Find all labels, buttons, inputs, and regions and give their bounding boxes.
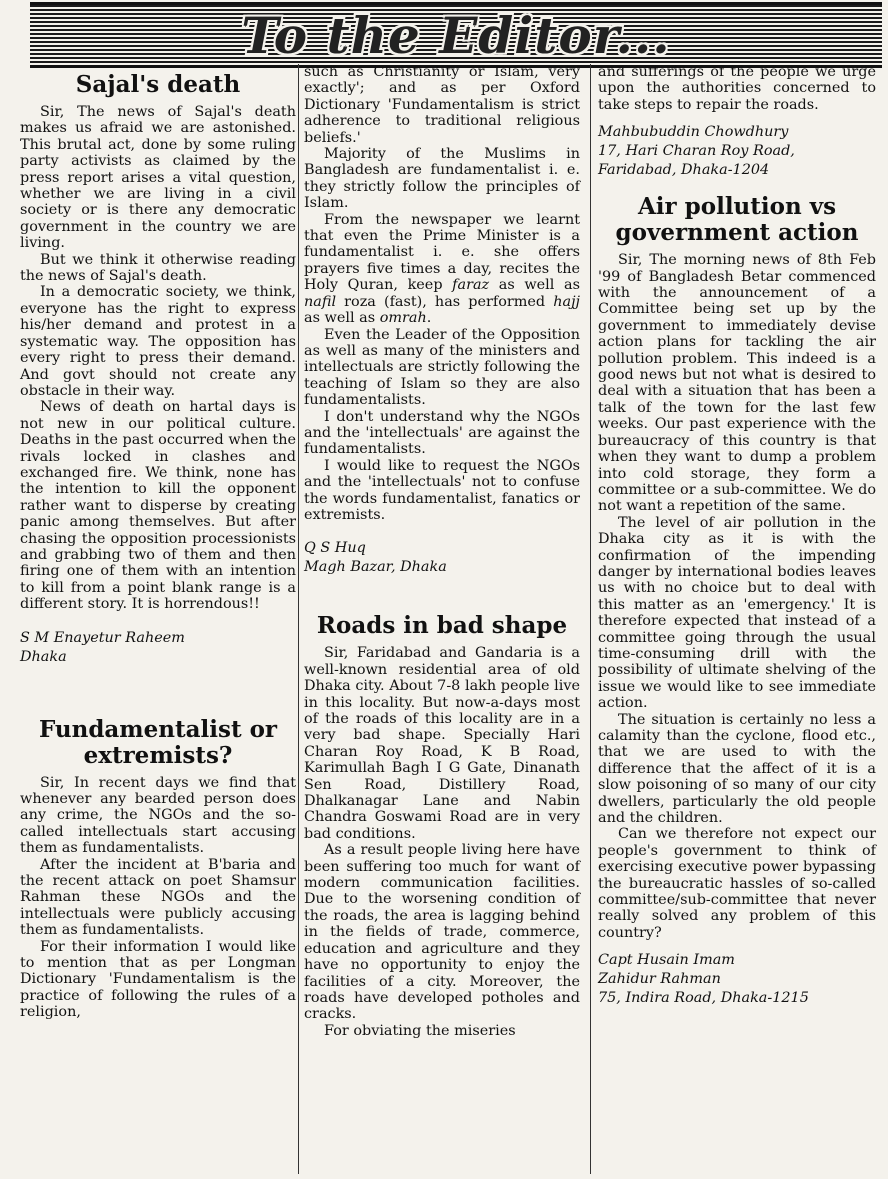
- signature-name: Zahidur Rahman: [598, 971, 721, 988]
- paragraph: For their information I would like to mention that as per Longman Dictionary 'Fundamentalism is the practice of following the rules of a religion,: [20, 938, 296, 1021]
- signature-address: Magh Bazar, Dhaka: [304, 559, 447, 576]
- letter-heading-roads: Roads in bad shape: [316, 612, 568, 640]
- signature-name: Q S Huq: [304, 540, 366, 557]
- paragraph: I don't understand why the NGOs and the 'intellectuals' are against the fundamentalists.: [304, 408, 580, 458]
- letter-heading-air-pollution: Air pollution vs government action: [615, 193, 859, 247]
- letter-heading-sajal: Sajal's death: [75, 71, 241, 98]
- signature-name: Capt Husain Imam: [598, 952, 735, 969]
- masthead-title: To the Editor...: [241, 5, 671, 65]
- paragraph: I would like to request the NGOs and the 'intellectuals' not to confuse the words fundamentalist, fanatics or extremists.: [304, 457, 580, 523]
- paragraph: After the incident at B'baria and the recent attack on poet Shamsur Rahman these NGOs and the intellectuals were publicly accusing them as fundamentalists.: [20, 856, 296, 939]
- signature: [304, 539, 580, 577]
- signature-name: S M Enayetur Raheem: [20, 629, 185, 646]
- paragraph: In a democratic society, we think, everyone has the right to express his/her demand and protest in a systematic way. The opposition has every right to press their demand. And govt should not create any obstacle in their way.: [20, 284, 296, 399]
- masthead-banner: [30, 2, 882, 68]
- signature: [598, 123, 876, 180]
- paragraph: But we think it otherwise reading the news of Sajal's death.: [20, 251, 296, 285]
- signature-address: 75, Indira Road, Dhaka-1215: [598, 990, 809, 1007]
- signature-name: Mahbubuddin Chowdhury: [598, 124, 789, 141]
- paragraph: Sir, Faridabad and Gandaria is a well-known residential area of old Dhaka city. About 7-8 lakh people live in this locality. But now-a-days most of the roads of this locality are in a very bad shape. Specially Hari Charan Roy Road, K B Road, Karimullah Bagh I G Gate, Dinanath Sen Road, Distillery Road, Dhalkanagar Lane and Nabin Chandra Goswami Road are in very bad conditions.: [304, 645, 580, 842]
- column-divider: [590, 64, 591, 1174]
- signature: [598, 951, 876, 1008]
- paragraph: Can we therefore not expect our people's government to think of exercising executive power bypassing the bureaucratic hassles of so-called committee/sub-committee that never really solved any problem of this country?: [598, 826, 876, 941]
- signature: [20, 629, 296, 667]
- letter-heading-fundamentalist: Fundamentalist or extremists?: [38, 715, 278, 769]
- paragraph: Majority of the Muslims in Bangladesh are fundamentalist i. e. they strictly follow the principles of Islam.: [304, 146, 580, 212]
- paragraph: News of death on hartal days is not new in our political culture. Deaths in the past occurred when the rivals locked in clashes and exchanged fire. We think, none has the intention to kill the opponent rather want to disperse by creating panic among themselves. But after chasing the opposition processionists and grabbing two of them and then firing one of them with an intention to kill from a point blank range is a different story. It is horrendous!!: [20, 399, 296, 613]
- signature-address: 17, Hari Charan Roy Road,: [598, 143, 795, 160]
- paragraph: The situation is certainly no less a calamity than the cyclone, flood etc., that we are used to with the difference that the affect of it is a slow poisoning of so many of our city dwellers, particularly the old people and the children.: [598, 711, 876, 827]
- paragraph: From the newspaper we learnt that even the Prime Minister is a fundamentalist i. e. she offers prayers five times a day, recites the Holy Quran, keep faraz as well as nafil roza (fast), has performed hajj as well as omrah.: [304, 211, 580, 327]
- paragraph: Sir, The morning news of 8th Feb '99 of Bangladesh Betar commenced with the announcement of a Committee being set up by the government to immediately devise action plans for tackling the air pollution problem. This indeed is a good news but not what is desired to deal with a situation that has been a talk of the town for the last few weeks. Our past experience with the bureaucracy of this country is that when they want to dump a problem into cold storage, they form a committee or a sub-committee. We do not want a repetition of the same.: [598, 252, 876, 515]
- paragraph: and sufferings of the people we urge upon the authorities concerned to take steps to repair the roads.: [598, 64, 876, 113]
- paragraph: As a result people living here have been suffering too much for want of modern communication facilities. Due to the worsening condition of the roads, the area is lagging behind in the fields of trade, commerce, education and agriculture and they have no opportunity to enjoy the facilities of a city. Moreover, the roads have developed potholes and cracks.: [304, 842, 580, 1023]
- paragraph: Sir, In recent days we find that whenever any bearded person does any crime, the NGOs and the so-called intellectuals start accusing them as fundamentalists.: [20, 774, 296, 857]
- column-2: [304, 64, 580, 1039]
- column-3: [598, 64, 876, 1008]
- paragraph: For obviating the miseries: [324, 1022, 516, 1039]
- paragraph: such as Christianity or Islam, very exactly'; and as per Oxford Dictionary 'Fundamentalism is strict adherence to traditional religious beliefs.': [304, 64, 580, 146]
- signature-address: Dhaka: [20, 648, 67, 665]
- paragraph: Even the Leader of the Opposition as well as many of the ministers and intellectuals are strictly following the teaching of Islam so they are also fundamentalists.: [304, 326, 580, 409]
- paragraph: Sir, The news of Sajal's death makes us afraid we are astonished. This brutal act, done by some ruling party activists as claimed by the press report arises a vital question, whether we are living in a civil society or is there any democratic government in the country we are living.: [20, 104, 296, 252]
- signature-address: Faridabad, Dhaka-1204: [598, 162, 770, 179]
- column-1: [20, 64, 296, 1021]
- paragraph: The level of air pollution in the Dhaka city as it is with the confirmation of the impending danger by international bodies leaves us with no choice but to deal with this matter as an 'emergency.' It is therefore expected that instead of a committee going through the usual time-consuming drill with the possibility of ultimate shelving of the issue we would like to see immediate action.: [598, 514, 876, 712]
- column-divider: [298, 64, 299, 1174]
